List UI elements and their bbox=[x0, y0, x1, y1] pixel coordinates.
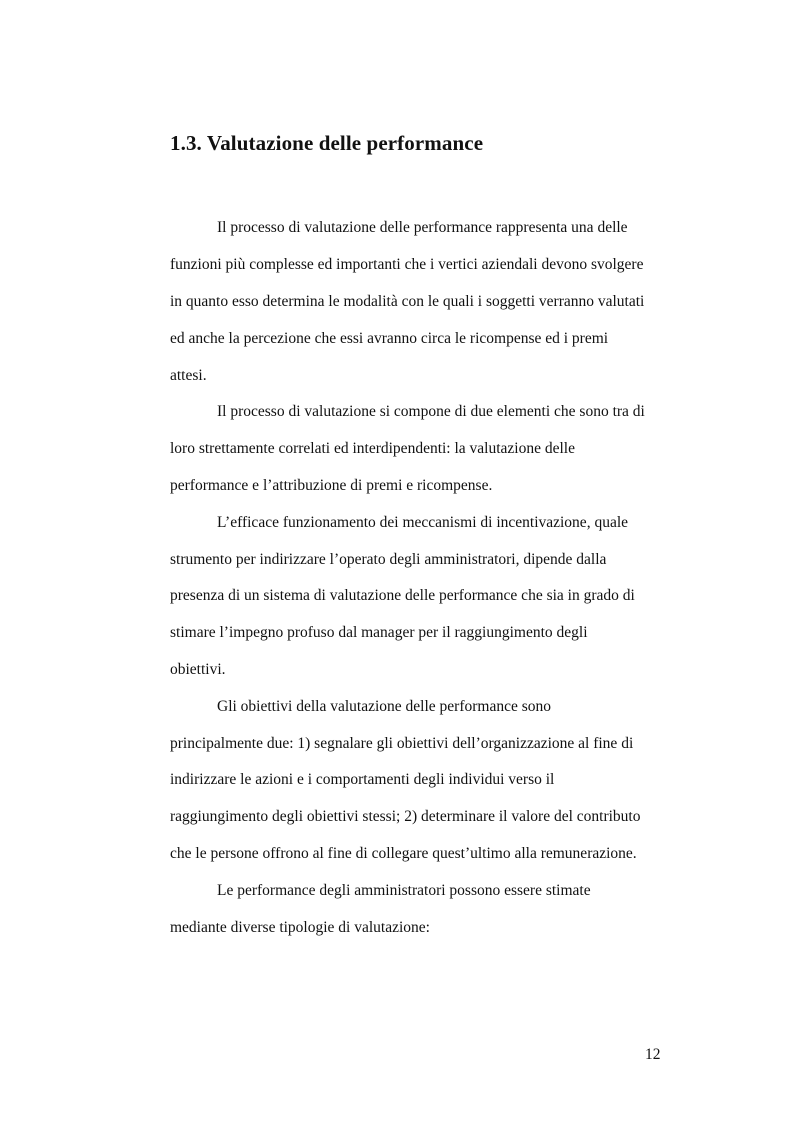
text-line: mediante diverse tipologie di valutazione: bbox=[170, 919, 430, 936]
text-line: L’efficace funzionamento dei meccanismi di incentivazione, quale bbox=[217, 514, 629, 531]
text-line: raggiungimento degli obiettivi stessi; 2) determinare il valore del contributo bbox=[170, 808, 641, 825]
text-line: obiettivi. bbox=[170, 661, 226, 678]
text-line: performance e l’attribuzione di premi e ricompense. bbox=[170, 477, 493, 494]
text-line: principalmente due: 1) segnalare gli obiettivi dell’organizzazione al fine di bbox=[170, 735, 634, 752]
text-line: indirizzare le azioni e i comportamenti degli individui verso il bbox=[170, 771, 555, 788]
page-number: 12 bbox=[645, 1046, 661, 1063]
text-line: ed anche la percezione che essi avranno circa le ricompense ed i premi bbox=[170, 330, 609, 347]
text-line: che le persone offrono al fine di collegare quest’ultimo alla remunerazione. bbox=[170, 845, 637, 862]
text-line: Le performance degli amministratori possono essere stimate bbox=[217, 882, 591, 899]
text-line: Il processo di valutazione delle performance rappresenta una delle bbox=[217, 219, 628, 236]
section-heading: 1.3. Valutazione delle performance bbox=[170, 131, 484, 155]
text-line: presenza di un sistema di valutazione delle performance che sia in grado di bbox=[170, 587, 635, 604]
text-line: funzioni più complesse ed importanti che i vertici aziendali devono svolgere bbox=[170, 256, 644, 273]
text-line: in quanto esso determina le modalità con le quali i soggetti verranno valutati bbox=[170, 293, 645, 310]
text-line: Il processo di valutazione si compone di due elementi che sono tra di bbox=[217, 403, 645, 420]
text-line: Gli obiettivi della valutazione delle performance sono bbox=[217, 698, 551, 715]
text-line: loro strettamente correlati ed interdipendenti: la valutazione delle bbox=[170, 440, 575, 457]
text-line: strumento per indirizzare l’operato degli amministratori, dipende dalla bbox=[170, 551, 607, 568]
text-line: stimare l’impegno profuso dal manager per il raggiungimento degli bbox=[170, 624, 588, 641]
text-line: attesi. bbox=[170, 367, 207, 384]
